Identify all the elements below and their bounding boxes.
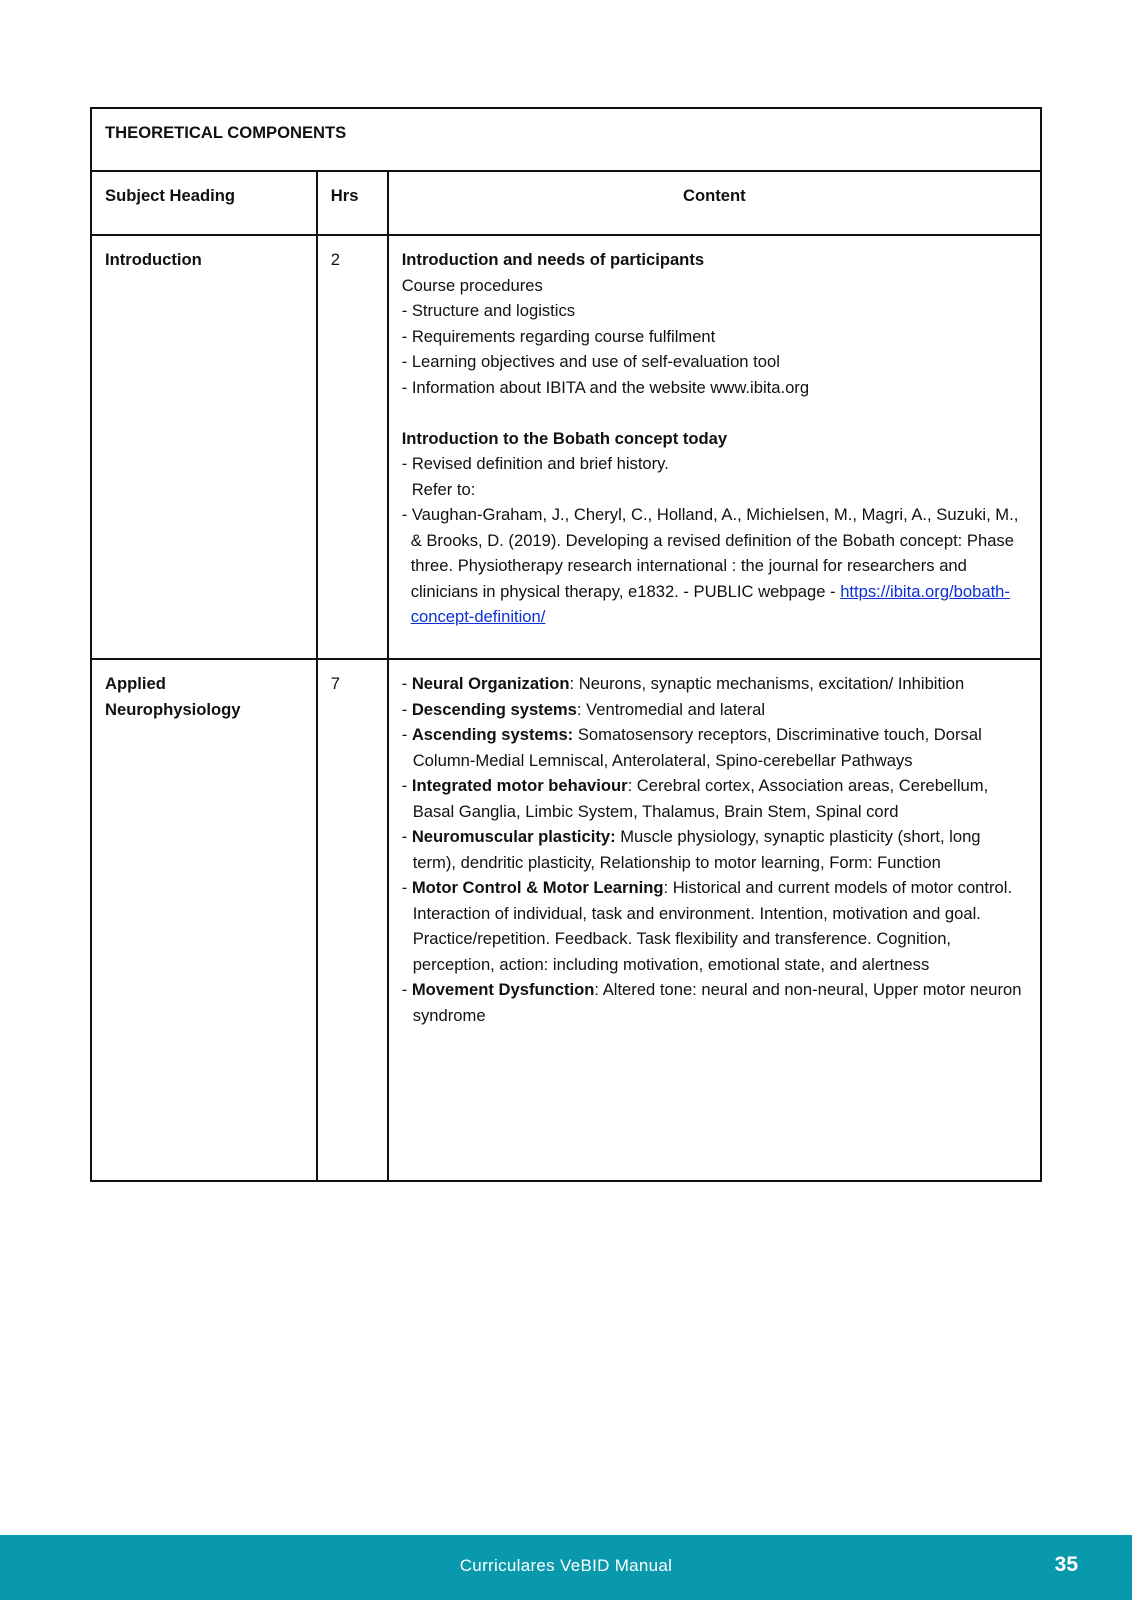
table-row — [91, 235, 1041, 659]
content-line: Course procedures — [401, 275, 543, 295]
list-item: - Descending systems: Ventromedial and lateral — [401, 699, 766, 719]
page-footer — [0, 1535, 1132, 1600]
item-text: Somatosensory receptors, Discriminative touch, Dorsal Column-Medial Lemniscal, Anterolateral, Spino-cerebellar Pathways — [412, 725, 982, 770]
item-term: Integrated motor behaviour — [411, 776, 628, 795]
row-hrs: 7 — [317, 659, 388, 1181]
row-content — [388, 659, 1041, 1181]
content-line: - Revised definition and brief history. — [401, 454, 669, 473]
page-number: 35 — [1054, 1553, 1078, 1576]
section-heading: Introduction and needs of participants — [401, 250, 705, 269]
list-item: - Movement Dysfunction: Altered tone: neural and non-neural, Upper motor neuron syndrome — [401, 980, 1022, 1025]
theoretical-components-table — [90, 107, 1042, 1182]
item-term: Descending systems — [411, 699, 577, 719]
table-header-row — [91, 171, 1041, 235]
item-term: Neuromuscular plasticity: — [411, 827, 616, 846]
reference-citation — [402, 502, 1027, 630]
row-subject: Introduction — [91, 235, 317, 659]
item-text: Muscle physiology, synaptic plasticity (short, long term), dendritic plasticity, Relationship to motor learning, Form: Function — [412, 827, 981, 872]
content-line: - Requirements regarding course fulfilment — [401, 326, 716, 346]
item-term: Neural Organization — [411, 674, 570, 693]
item-term: Ascending systems: — [411, 725, 574, 744]
item-term: Motor Control & Motor Learning — [411, 878, 664, 897]
table-title: THEORETICAL COMPONENTS — [91, 108, 1041, 171]
table-row — [91, 659, 1041, 1181]
spacer — [402, 400, 1027, 426]
item-text: : Historical and current models of motor control. Interaction of individual, task and environment. Intention, motivation and goal. Practice/repetition. Feedback. Task flexibility and transference. Cognition, perception, action: including motivation, emotional state, and alertness — [412, 878, 1013, 974]
item-text: : Ventromedial and lateral — [576, 699, 766, 719]
header-subject-heading: Subject Heading — [91, 171, 317, 235]
item-text: : Altered tone: neural and non-neural, Upper motor neuron syndrome — [412, 980, 1022, 1025]
row-content — [388, 235, 1041, 659]
list-item: - Neuromuscular plasticity: Muscle physiology, synaptic plasticity (short, long term), dendritic plasticity, Relationship to motor learning, Form: Function — [401, 827, 981, 872]
row-subject: Applied Neurophysiology — [91, 659, 317, 1181]
table-title-row — [91, 108, 1041, 171]
content-line: - Learning objectives and use of self-evaluation tool — [401, 352, 780, 371]
content-line: - Structure and logistics — [401, 301, 576, 320]
reference-text: - Vaughan-Graham, J., Cheryl, C., Holland, A., Michielsen, M., Magri, A., Suzuki, M., & Brooks, D. (2019). Developing a revised definition of the Bobath concept: Phase three. Physiotherapy research international : the journal for researchers and clinicians in physical therapy, e1832. - PUBLIC webpage - — [401, 505, 1019, 601]
content-line: - Information about IBITA and the website www.ibita.org — [401, 377, 810, 397]
header-content: Content — [388, 171, 1041, 235]
list-item: - Motor Control & Motor Learning: Historical and current models of motor control. Interaction of individual, task and environment. Intention, motivation and goal. Practice/repetition. Feedback. Task flexibility and transference. Cognition, perception, action: including motivation, emotional state, and alertness — [401, 878, 1013, 974]
footer-title: Curriculares VeBID Manual — [459, 1556, 673, 1575]
list-item: - Ascending systems: Somatosensory receptors, Discriminative touch, Dorsal Column-Medial Lemniscal, Anterolateral, Spino-cerebellar Pathways — [401, 725, 982, 770]
row-hrs: 2 — [317, 235, 388, 659]
content-line: Refer to: — [411, 479, 476, 499]
item-text: : Cerebral cortex, Association areas, Cerebellum, Basal Ganglia, Limbic System, Thalamus, Brain Stem, Spinal cord — [412, 776, 989, 821]
list-item: - Integrated motor behaviour: Cerebral cortex, Association areas, Cerebellum, Basal Ganglia, Limbic System, Thalamus, Brain Stem, Spinal cord — [401, 776, 989, 821]
section-heading: Introduction to the Bobath concept today — [401, 428, 728, 448]
list-item: - Neural Organization: Neurons, synaptic mechanisms, excitation/ Inhibition — [401, 674, 965, 693]
bobath-definition-link[interactable]: https://ibita.org/bobath-concept-definition/ — [410, 581, 1010, 626]
item-text: : Neurons, synaptic mechanisms, excitation/ Inhibition — [569, 674, 965, 693]
item-term: Movement Dysfunction — [411, 980, 595, 999]
header-hrs: Hrs — [317, 171, 388, 235]
